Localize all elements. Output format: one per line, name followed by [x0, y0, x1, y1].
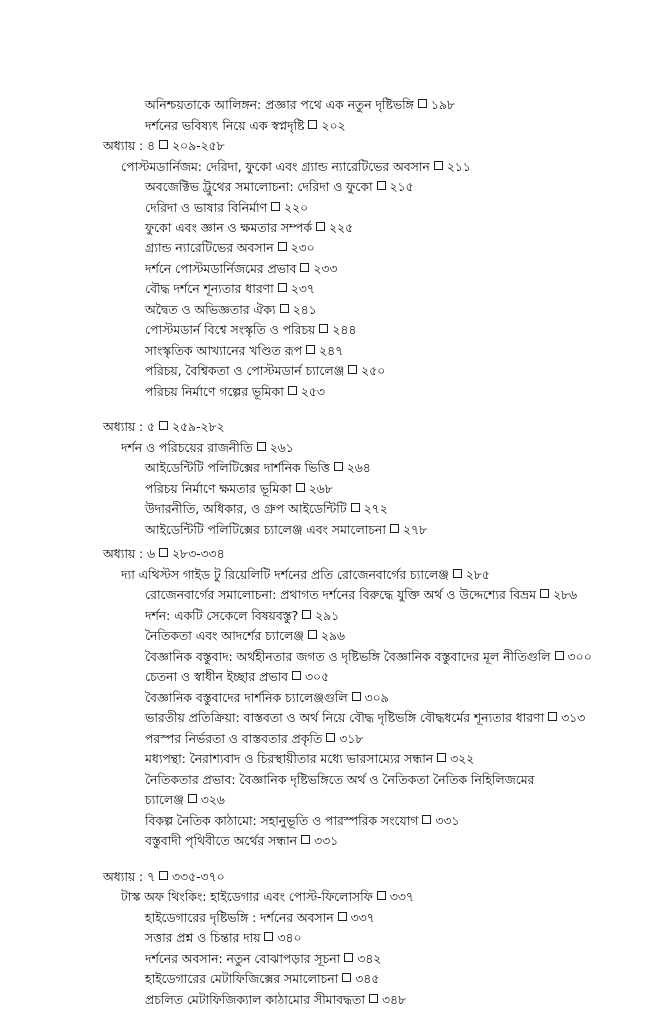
toc-entry	[145, 689, 389, 707]
square-separator-icon	[292, 671, 301, 680]
square-separator-icon	[271, 202, 280, 211]
square-separator-icon	[338, 912, 347, 921]
toc-entry-title: অদ্বৈত ও অভিজ্ঞতার ঐক্য	[145, 302, 276, 317]
toc-entry-title: পরিচয় নির্মাণে ক্ষমতার ভূমিকা	[145, 481, 292, 496]
toc-entry	[145, 362, 385, 380]
toc-entry	[145, 586, 577, 604]
toc-entry-title: বস্তুবাদী পৃথিবীতে অর্থের সন্ধান	[145, 833, 298, 848]
square-separator-icon	[377, 181, 386, 190]
toc-entry-title: প্রচলিত মেটাফিজিক্যাল কাঠামোর সীমাবদ্ধতা	[145, 992, 365, 1007]
toc-entry-title: অধ্যায় : ৭	[103, 869, 156, 884]
square-separator-icon	[159, 421, 168, 430]
toc-page-number: ২৭২	[363, 501, 388, 516]
square-separator-icon	[301, 835, 310, 844]
toc-entry-title: অনিশ্চয়তাকে আলিঙ্গন: প্রজ্ঞার পথে এক নতুন দৃষ্টিভঙ্গি	[145, 97, 414, 112]
square-separator-icon	[159, 548, 168, 557]
square-separator-icon	[288, 386, 297, 395]
toc-entry-title: উদারনীতি, অধিকার, ও গ্রুপ আইডেন্টিটি	[145, 501, 347, 516]
square-separator-icon	[308, 120, 317, 129]
square-separator-icon	[296, 483, 305, 492]
toc-entry	[145, 500, 388, 518]
toc-entry	[145, 991, 406, 1009]
toc-entry	[145, 301, 317, 319]
toc-page-number: ২৩০	[290, 240, 315, 255]
toc-entry-title: দেরিদা ও ভাষার বিনির্মাণ	[145, 200, 268, 215]
toc-chapter	[103, 418, 225, 436]
square-separator-icon	[159, 140, 168, 149]
toc-entry	[145, 730, 363, 748]
toc-section	[121, 888, 414, 906]
toc-entry	[145, 771, 534, 789]
square-separator-icon	[278, 242, 287, 251]
toc-entry	[145, 383, 325, 401]
toc-entry-title: দর্শনের অবসান: নতুন বোঝাপড়ার সূচনা	[145, 951, 341, 966]
toc-page-number: ২৬৮	[308, 481, 333, 496]
toc-page-number: ৩৪৮	[381, 992, 407, 1007]
square-separator-icon	[319, 324, 328, 333]
toc-page-number: ২৬৪	[346, 460, 371, 475]
square-separator-icon	[188, 794, 197, 803]
toc-entry-title: আইডেন্টিটি পলিটিক্সের দার্শনিক ভিত্তি	[145, 460, 330, 475]
toc-entry-title: অধ্যায় : ৬	[103, 546, 156, 561]
toc-page-number: ২৮৩-৩৩৪	[172, 546, 225, 561]
toc-entry	[145, 260, 337, 278]
toc-entry	[145, 96, 455, 114]
toc-page-number: ২৩৩	[313, 261, 338, 276]
toc-entry	[145, 709, 585, 727]
toc-entry	[145, 459, 371, 477]
toc-entry-title: টাস্ক অফ থিংকিং: হাইডেগার এবং পোস্ট-ফিলোসফি	[121, 889, 373, 904]
toc-entry	[145, 321, 356, 339]
toc-entry	[145, 791, 225, 809]
toc-entry-title: নৈতিকতা এবং আদর্শের চ্যালেঞ্জ	[145, 628, 304, 643]
toc-page-number: ২১১	[446, 159, 471, 174]
toc-page-number: ৩০৫	[305, 669, 330, 684]
toc-entry-title: পোস্টমডার্ন বিশ্বে সংস্কৃতি ও পরিচয়	[145, 322, 316, 337]
toc-entry	[145, 668, 329, 686]
toc-entry-title: ফুকো এবং জ্ঞান ও ক্ষমতার সম্পর্ক	[145, 220, 313, 235]
toc-entry	[145, 970, 379, 988]
toc-entry-title: বিকল্প নৈতিক কাঠামো: সহানুভূতি ও পারস্পরিক সংযোগ	[145, 813, 419, 828]
toc-page-number: ২২৫	[329, 220, 354, 235]
square-separator-icon	[422, 815, 431, 824]
toc-section	[121, 158, 471, 176]
toc-entry	[145, 812, 459, 830]
toc-page-number: ২০২	[321, 118, 346, 133]
toc-entry	[145, 648, 592, 666]
square-separator-icon	[334, 462, 343, 471]
toc-entry	[145, 950, 381, 968]
toc-page-number: ২৮৫	[465, 567, 490, 582]
square-separator-icon	[548, 712, 557, 721]
toc-entry-title: আইডেন্টিটি পলিটিক্সের চ্যালেঞ্জ এবং সমালোচনা	[145, 522, 386, 537]
toc-entry	[145, 480, 333, 498]
toc-entry-title: রোজেনবার্গের সমালোচনা: প্রথাগত দর্শনের বিরুদ্ধে যুক্তি অর্থ ও উদ্দেশ্যের বিভ্রম	[145, 587, 536, 602]
square-separator-icon	[352, 692, 361, 701]
square-separator-icon	[308, 630, 317, 639]
toc-section	[121, 439, 294, 457]
square-separator-icon	[377, 891, 386, 900]
toc-entry	[145, 239, 315, 257]
toc-page-number: ৩৩১	[314, 833, 339, 848]
square-separator-icon	[302, 610, 311, 619]
toc-page-number: ২৭৮	[402, 522, 427, 537]
toc-page-number: ২২০	[284, 200, 309, 215]
toc-entry	[145, 342, 343, 360]
toc-entry	[145, 219, 353, 237]
toc-entry-title: দর্শনে পোস্টমডার্নিজমের প্রভাব	[145, 261, 297, 276]
square-separator-icon	[342, 973, 351, 982]
toc-entry-title: চেতনা ও স্বাধীন ইচ্ছার প্রভাব	[145, 669, 289, 684]
square-separator-icon	[257, 442, 266, 451]
toc-entry-title: নৈতিকতার প্রভাব: বৈজ্ঞানিক দৃষ্টিভঙ্গিতে অর্থ ও নৈতিকতা নৈতিক নিহিলিজমের	[145, 772, 535, 787]
square-separator-icon	[159, 871, 168, 880]
toc-entry-title: সত্তার প্রশ্ন ও চিন্তার দায়	[145, 930, 261, 945]
toc-page-number: ৩০৯	[364, 690, 389, 705]
toc-entry-title: মধ্যপন্থা: নৈরাশ্যবাদ ও চিরস্থায়ীতার মধ্যে ভারসাম্যের সন্ধান	[145, 751, 434, 766]
toc-entry-title: পরিচয় নির্মাণে গল্পের ভূমিকা	[145, 384, 284, 399]
toc-page-number: ৩৪৫	[355, 971, 380, 986]
toc-page-number: ২১৫	[389, 179, 414, 194]
toc-page-number: ৩৪০	[277, 930, 302, 945]
toc-page-number: ৩৩৭	[389, 889, 414, 904]
toc-page-number: ১৯৮	[430, 97, 455, 112]
square-separator-icon	[344, 953, 353, 962]
toc-entry-title: পরিচয়, বৈশ্বিকতা ও পোস্টমডার্ন চ্যালেঞ্জ	[145, 363, 345, 378]
square-separator-icon	[280, 304, 289, 313]
square-separator-icon	[306, 345, 315, 354]
square-separator-icon	[264, 932, 273, 941]
square-separator-icon	[351, 503, 360, 512]
toc-page-number: ২৪৪	[332, 322, 357, 337]
toc-entry	[145, 117, 346, 135]
toc-page-number: ৩২৬	[200, 792, 225, 807]
toc-entry	[145, 627, 345, 645]
toc-entry	[145, 178, 414, 196]
square-separator-icon	[278, 283, 287, 292]
toc-page-number: ২৪১	[292, 302, 317, 317]
toc-entry-title: দর্শন: একটি সেকেলে বিষয়বস্তু?	[145, 608, 299, 623]
toc-page-number: ৩৩৫-৩৭০	[172, 869, 225, 884]
square-separator-icon	[390, 524, 399, 533]
toc-entry-title: বৌদ্ধ দর্শনে শূন্যতার ধারণা	[145, 281, 274, 296]
toc-entry-title: অবজেক্টিভ ট্রুথের সমালোচনা: দেরিদা ও ফুকো	[145, 179, 373, 194]
toc-entry-title: সাংস্কৃতিক আখ্যানের খণ্ডিত রূপ	[145, 343, 303, 358]
toc-entry-title: পোস্টমডার্নিজম: দেরিদা, ফুকো এবং গ্র্যান্ড ন্যারেটিভের অবসান	[121, 159, 430, 174]
toc-entry-title: দর্শন ও পরিচয়ের রাজনীতি	[121, 440, 253, 455]
toc-entry-title: হাইডেগারের দৃষ্টিভঙ্গি : দর্শনের অবসান	[145, 910, 334, 925]
toc-page-number: ২৮৬	[553, 587, 578, 602]
toc-page-number: ২৬১	[269, 440, 294, 455]
toc-entry-title: বৈজ্ঞানিক বস্তুবাদের দার্শনিক চ্যালেঞ্জগুলি	[145, 690, 348, 705]
toc-page-number: ২৯৬	[320, 628, 345, 643]
toc-entry	[145, 521, 427, 539]
toc-entry	[145, 832, 338, 850]
square-separator-icon	[418, 99, 427, 108]
square-separator-icon	[348, 365, 357, 374]
toc-entry-title: অধ্যায় : ৫	[103, 419, 156, 434]
toc-entry	[145, 280, 315, 298]
square-separator-icon	[555, 651, 564, 660]
toc-page-number: ৩১৮	[339, 731, 364, 746]
toc-entry	[145, 607, 339, 625]
square-separator-icon	[434, 161, 443, 170]
square-separator-icon	[369, 994, 378, 1003]
square-separator-icon	[326, 733, 335, 742]
toc-chapter	[103, 545, 225, 563]
square-separator-icon	[437, 753, 446, 762]
toc-page-number: ২৪৭	[319, 343, 344, 358]
toc-entry	[145, 199, 308, 217]
toc-entry	[145, 929, 302, 947]
toc-page-number: ২৫৩	[300, 384, 325, 399]
toc-entry-title: ভারতীয় প্রতিক্রিয়া: বাস্তবতা ও অর্থ নিয়ে বৌদ্ধ দৃষ্টিভঙ্গি বৌদ্ধধর্মের শূন্যতার ধারণা	[145, 710, 545, 725]
toc-entry	[145, 909, 375, 927]
toc-section	[121, 566, 490, 584]
toc-page-number: ৩৪২	[357, 951, 382, 966]
square-separator-icon	[300, 263, 309, 272]
toc-entry-title: হাইডেগারের মেটাফিজিক্সের সমালোচনা	[145, 971, 339, 986]
toc-entry-title: দর্শনের ভবিষ্যৎ নিয়ে এক স্বপ্নদৃষ্টি	[145, 118, 305, 133]
square-separator-icon	[453, 569, 462, 578]
toc-entry-title: বৈজ্ঞানিক বস্তুবাদ: অর্থহীনতার জগত ও দৃষ্টিভঙ্গি বৈজ্ঞানিক বস্তুবাদের মূল নীতিগুলি	[145, 649, 551, 664]
toc-page-number: ২৯১	[315, 608, 340, 623]
square-separator-icon	[316, 222, 325, 231]
toc-entry-title: দ্যা এথিস্টস গাইড টু রিয়েলিটি দর্শনের প্রতি রোজেনবার্গের চ্যালেঞ্জ	[121, 567, 449, 582]
toc-page-number: ৩৩১	[435, 813, 460, 828]
toc-page-number: ৩২২	[450, 751, 475, 766]
toc-page-number: ৩১৩	[561, 710, 586, 725]
toc-page-number: ২০৯-২৫৮	[172, 138, 225, 153]
square-separator-icon	[540, 589, 549, 598]
toc-page-number: ২৫৯-২৮২	[172, 419, 225, 434]
toc-chapter	[103, 868, 225, 886]
toc-page-number: ২৩৭	[290, 281, 315, 296]
toc-page-number: ৩৩৭	[350, 910, 375, 925]
toc-entry-title: গ্র্যান্ড ন্যারেটিভের অবসান	[145, 240, 274, 255]
toc-chapter	[103, 137, 225, 155]
toc-page-number: ৩০০	[567, 649, 592, 664]
toc-page-number: ২৫০	[361, 363, 386, 378]
toc-entry-title: অধ্যায় : ৪	[103, 138, 156, 153]
toc-entry	[145, 750, 474, 768]
toc-entry-title: পরস্পর নির্ভরতা ও বাস্তবতার প্রকৃতি	[145, 731, 323, 746]
toc-entry-title: চ্যালেঞ্জ	[145, 792, 184, 807]
